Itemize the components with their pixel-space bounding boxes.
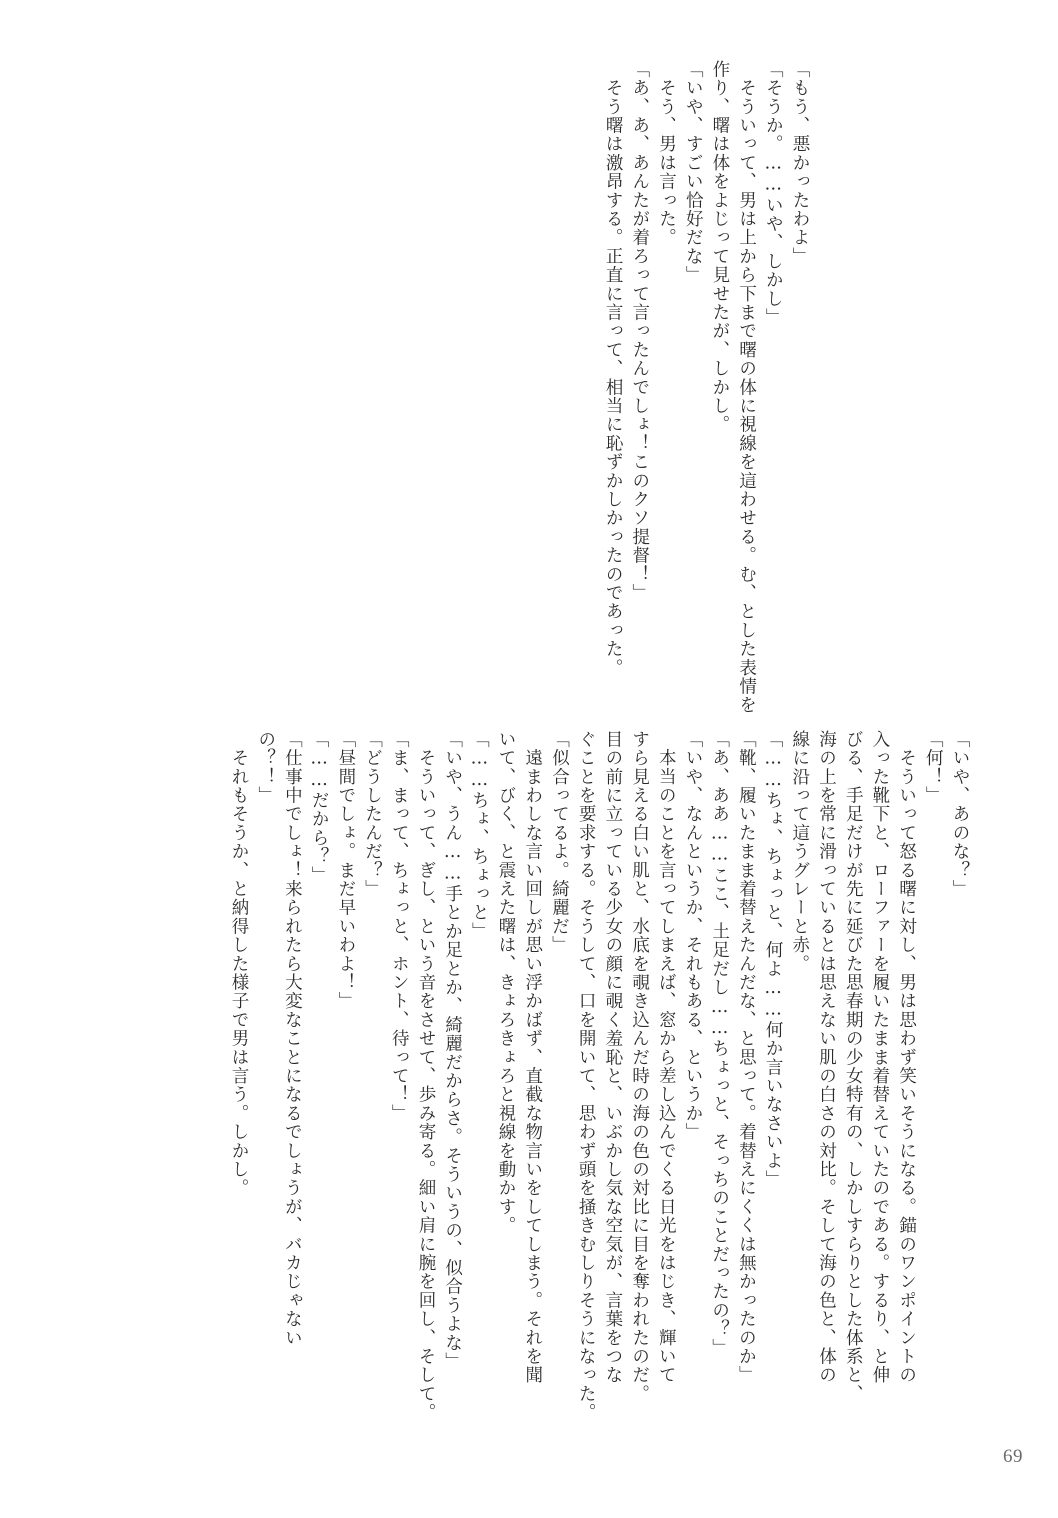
text-line: 「あ、ああ……ここ、土足だし……ちょっと、そっちのことだったの？」 xyxy=(709,730,730,1358)
text-line: それもそうか、と納得した様子で男は言う。しかし。 xyxy=(229,730,250,1198)
text-line: 「どうしたんだ？」 xyxy=(362,730,383,899)
text-line: 「もう、悪かったわよ」 xyxy=(790,60,810,266)
text-block-lower xyxy=(225,730,973,1422)
text-line: 線に沿って這うグレーと赤。 xyxy=(789,730,810,974)
text-line: 作り、曙は体をよじって見せたが、しかし。 xyxy=(709,60,730,434)
text-line: 「いや、あのな？」 xyxy=(950,730,970,899)
text-line: そう、男は言った。 xyxy=(656,60,677,247)
text-line: 「似合ってるよ。綺麗だ」 xyxy=(549,730,570,955)
text-line: 入った靴下と、ローファーを履いたまま着替えていたのである。するり、と伸 xyxy=(869,730,890,1385)
text-line: 「昼間でしょ。まだ早いわよ！」 xyxy=(335,730,356,1011)
text-line: 「あ、あ、あんたが着ろって言ったんでしょ！このクソ提督！」 xyxy=(629,60,650,603)
text-line: いて、びく、と震えた曙は、きょろきょろと視線を動かす。 xyxy=(496,730,517,1235)
text-line: 「いや、うん……手とか足とか、綺麗だからさ。そういうの、似合うよな」 xyxy=(442,730,463,1371)
text-line: 「そうか。……いや、しかし」 xyxy=(763,60,784,327)
text-line: 「……だから？」 xyxy=(309,730,330,885)
text-line: そういって、男は上から下まで曙の体に視線を這わせる。む、とした表情を xyxy=(736,60,757,715)
text-line: 「何！」 xyxy=(923,730,944,805)
text-line: すら見える白い肌と、水底を覗き込んだ時の海の色の対比に目を奪われたのだ。 xyxy=(629,730,650,1404)
page-number: 69 xyxy=(1003,1446,1023,1467)
text-line: の？！」 xyxy=(255,730,276,805)
text-line: 本当のことを言ってしまえば、窓から差し込んでくる日光をはじき、輝いて xyxy=(656,730,677,1385)
text-line: 遠まわしな言い回しが思い浮かばず、直截な物言いをしてしまう。それを聞 xyxy=(522,730,543,1385)
text-line: ぐことを要求する。そうして、口を開いて、思わず頭を掻きむしりそうになった。 xyxy=(576,730,597,1422)
text-line: そういって怒る曙に対し、男は思わず笑いそうになる。錨のワンポイントの xyxy=(896,730,917,1385)
text-line: そういって、ぎし、という音をさせて、歩み寄る。細い肩に腕を回し、そして。 xyxy=(415,730,436,1422)
text-line: 海の上を常に滑っているとは思えない肌の白さの対比。そして海の色と、体の xyxy=(816,730,837,1385)
text-line: 「いや、なんというか、それもある、というか」 xyxy=(682,730,703,1142)
text-line: 「仕事中でしょ！来られたら大変なことになるでしょうが、バカじゃない xyxy=(282,730,303,1348)
text-line: びる、手足だけが先に延びた思春期の少女特有の、しかしすらりとした体系と、 xyxy=(843,730,864,1404)
text-line: 「靴、履いたまま着替えたんだな、と思って。着替えにくくは無かったのか」 xyxy=(736,730,757,1385)
text-line: 「……ちょ、ちょっと」 xyxy=(469,730,490,941)
text-line: 「ま、まって、ちょっと、ホント、待って！」 xyxy=(389,730,410,1123)
text-line: そう曙は激昂する。正直に言って、相当に恥ずかしかったのであった。 xyxy=(603,60,624,678)
text-line: 目の前に立っている少女の顔に覗く羞恥と、いぶかし気な空気が、言葉をつな xyxy=(602,730,623,1385)
text-block-upper xyxy=(599,60,813,715)
text-line: 「いや、すごい恰好だな」 xyxy=(683,60,704,285)
text-line: 「……ちょ、ちょっと、何よ……何か言いなさいよ」 xyxy=(763,730,784,1189)
